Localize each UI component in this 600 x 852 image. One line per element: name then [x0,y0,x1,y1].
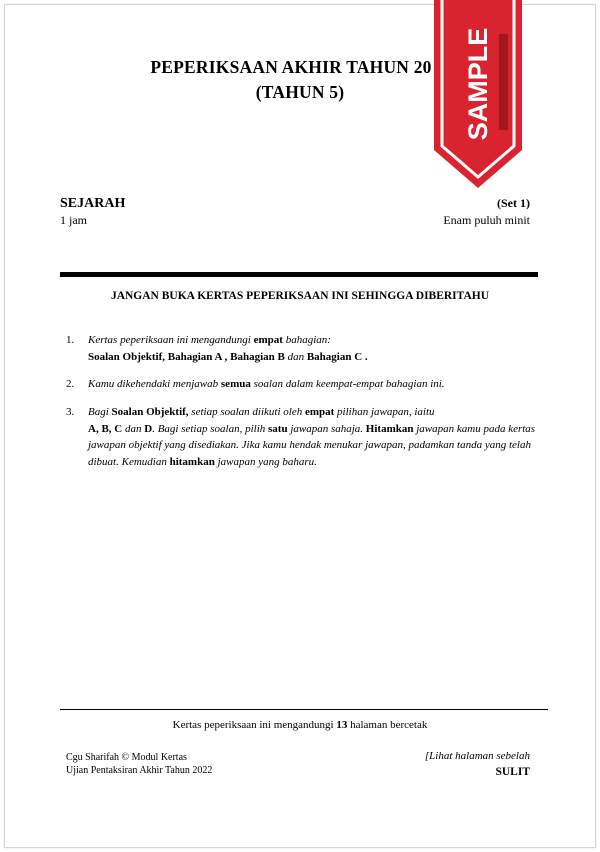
instruction-text: . Bagi setiap soalan, pilih [152,422,268,435]
instruction-number: 1. [66,334,75,346]
subject-name: SEJARAH [60,196,126,211]
instruction-text: setiap soalan diikuti oleh [188,406,305,418]
exam-title: PEPERIKSAAN AKHIR TAHUN 20 [150,57,432,77]
exam-duration-words: Enam puluh minit [443,213,530,227]
page-count-text: halaman bercetak [347,719,428,731]
instruction-text: jawapan sahaja. [287,422,366,435]
paper-set: (Set 1) [497,196,530,210]
instruction-emphasis: satu [268,422,288,435]
instruction-text: Kamu dikehendaki menjawab [88,378,221,390]
page-count-text: Kertas peperiksaan ini mengandungi [172,719,337,731]
instruction-emphasis: hitamkan [169,455,215,468]
instruction-emphasis: Soalan Objektif, [111,406,189,418]
stamp-text: SAMPLE [463,27,494,141]
page-count-number: 13 [336,719,348,731]
instruction-emphasis: Hitamkan [365,422,414,435]
instruction-emphasis: D [141,422,153,435]
classification-label: SULIT [495,766,530,778]
instruction-text: pilihan jawapan, iaitu [334,406,435,418]
instruction-emphasis: Soalan Objektif, Bahagian A , Bahagian B [88,350,288,363]
stamp-shade-bar [499,34,508,130]
instruction-item-1 [66,332,536,365]
turn-over-note: [Lihat halaman sebelah [424,750,530,762]
instruction-item-3 [66,404,536,470]
footer-divider [60,709,548,710]
instruction-text: dan [287,350,305,363]
credit-line: Cgu Sharifah © Modul Kertas [66,752,187,763]
page-count-note [0,719,600,731]
instruction-text: jawapan yang baharu. [214,455,317,468]
instruction-emphasis: empat [304,406,335,418]
instruction-text: Kertas peperiksaan ini mengandungi [88,334,254,346]
instruction-emphasis: semua [220,378,251,390]
exam-year-level: (TAHUN 5) [255,82,345,102]
instruction-text: Bagi [88,406,112,418]
instruction-text: dan [124,422,142,435]
instruction-emphasis: empat [253,334,283,346]
header-divider [60,272,538,277]
instruction-number: 2. [66,378,75,390]
instruction-emphasis: A, B, C [88,422,125,435]
instruction-text: soalan dalam keempat-empat bahagian ini. [250,378,445,390]
sample-stamp [434,0,522,190]
instruction-text: jawapan kamu pada kertas jawapan objektif yang disediakan. Jika kamu hendak menukar jawapan, padamkan tanda yang telah dibuat. Kemudian [88,422,536,468]
instruction-number: 3. [66,406,75,418]
instruction-text: bahagian: [282,334,331,346]
instruction-item-2 [66,376,536,393]
exam-duration: 1 jam [60,213,87,227]
credit-line: Ujian Pentaksiran Akhir Tahun 2022 [66,765,213,776]
do-not-open-warning: JANGAN BUKA KERTAS PEPERIKSAAN INI SEHINGGA DIBERITAHU [110,290,490,302]
instruction-emphasis: Bahagian C . [304,350,368,363]
copyright-credit [66,751,212,777]
